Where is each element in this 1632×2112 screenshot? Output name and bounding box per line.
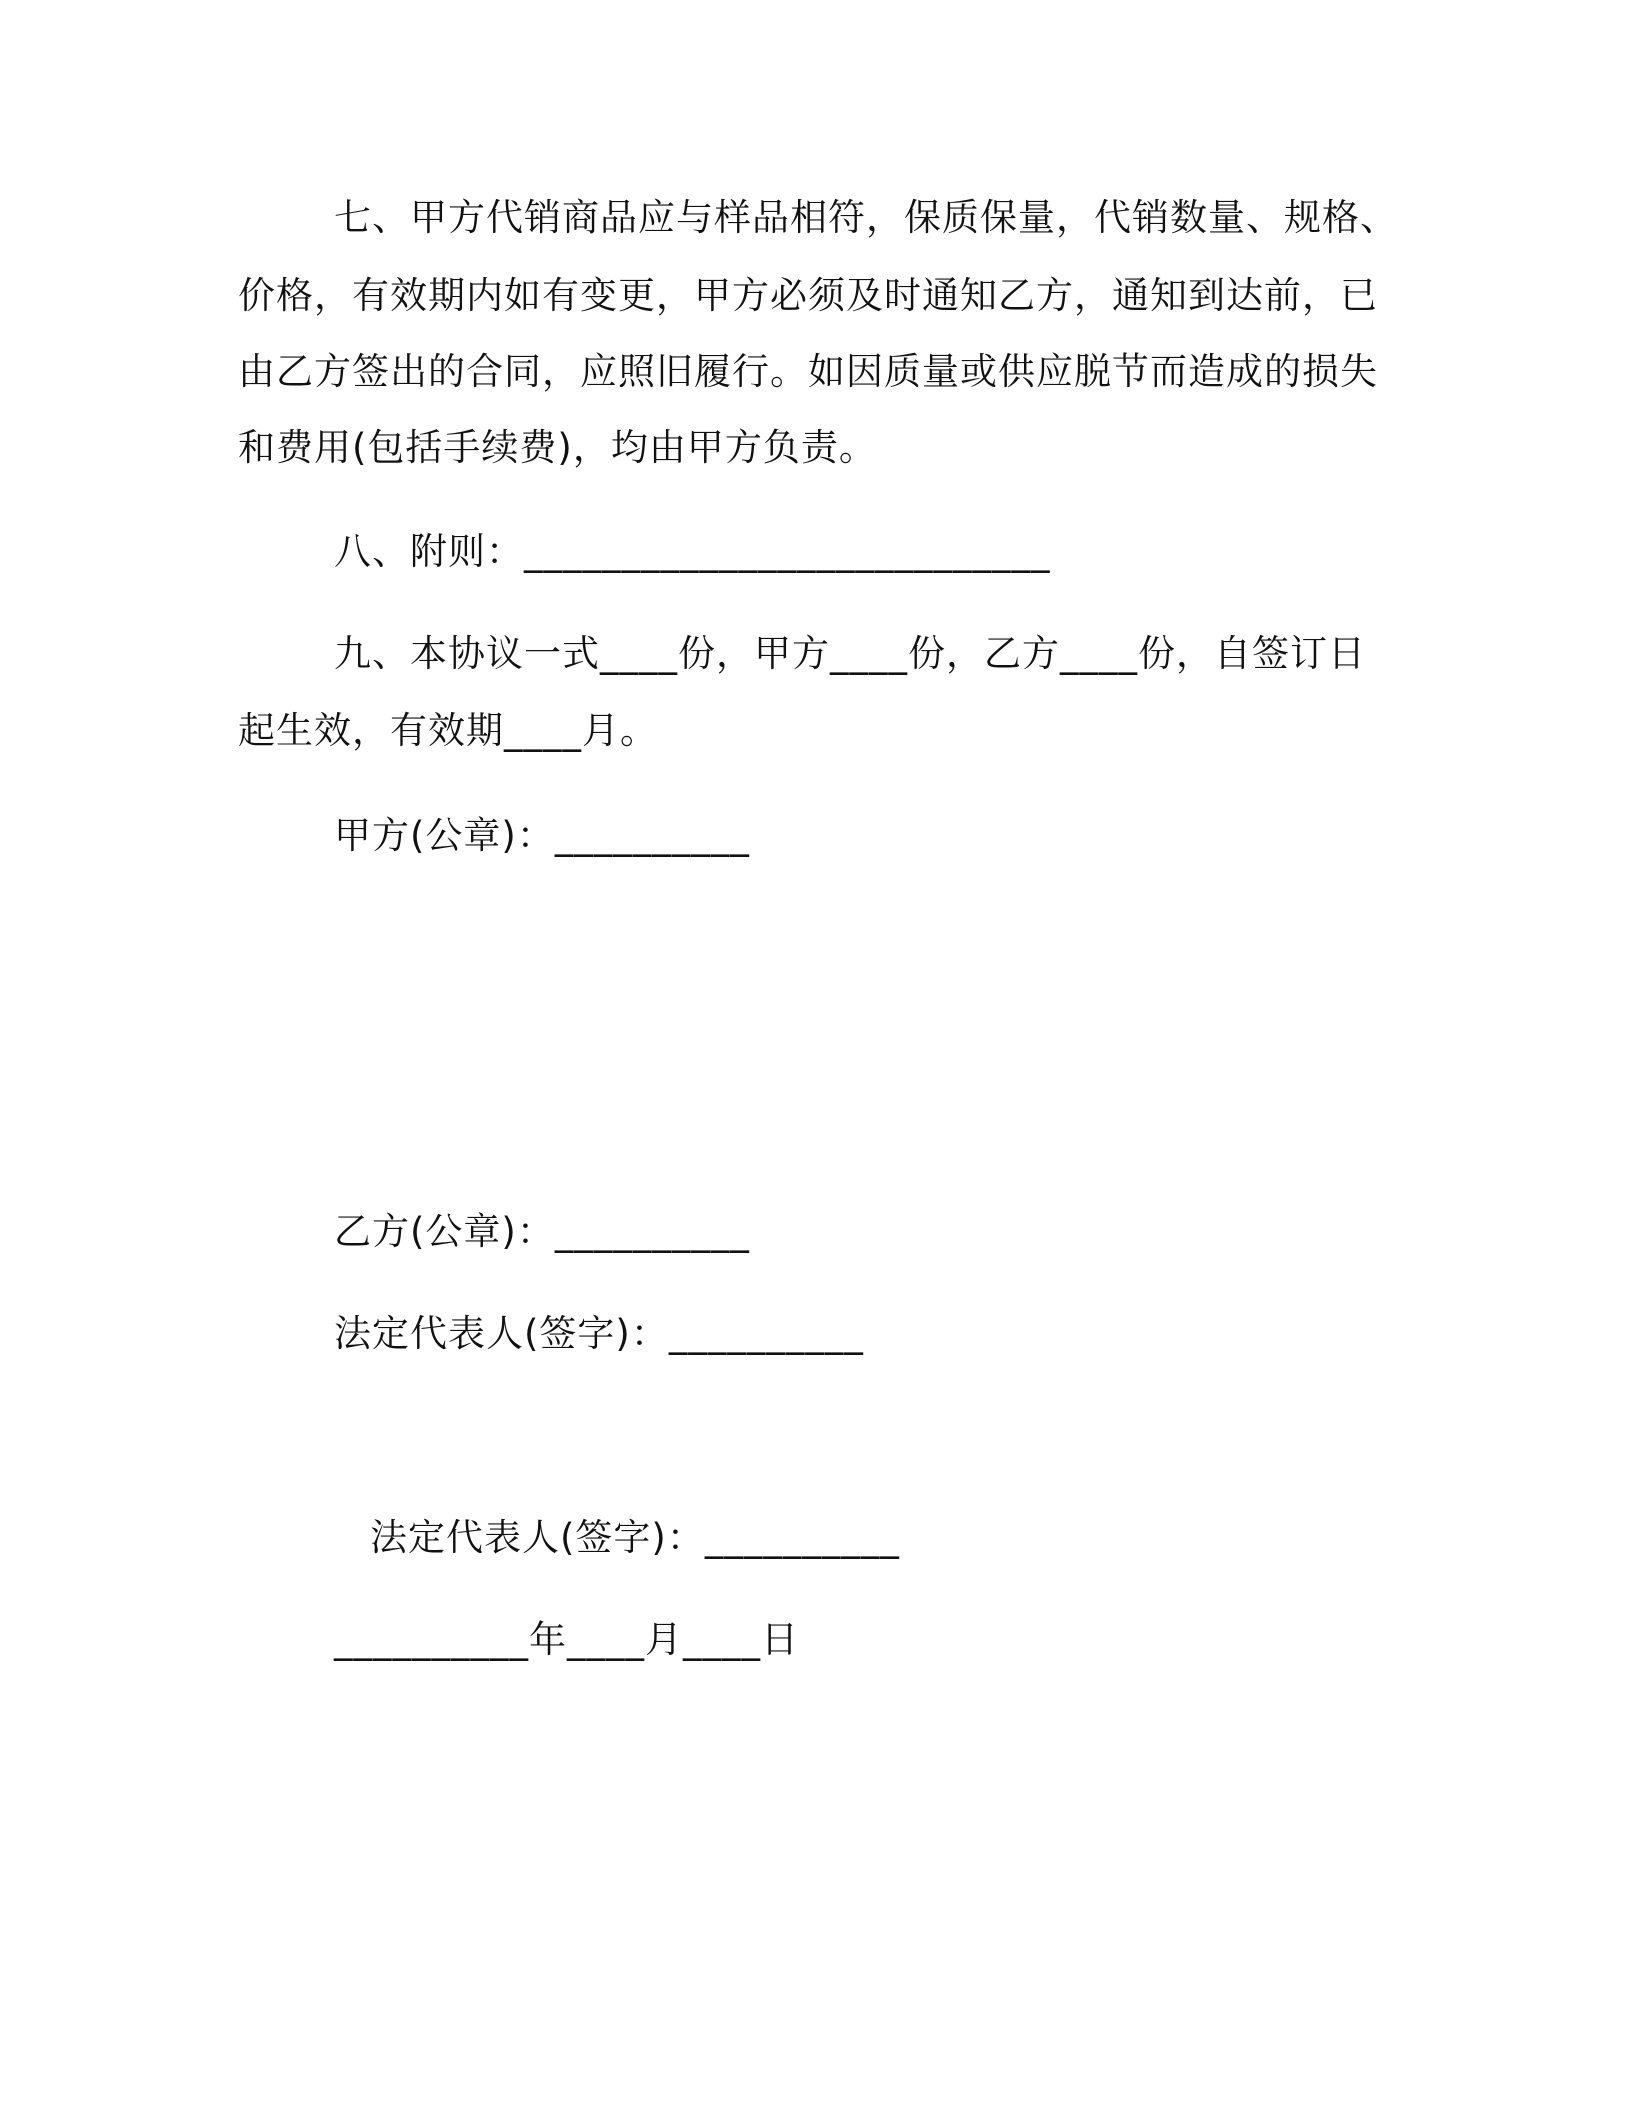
signing-date-line: __________年____月____日 (334, 1618, 799, 1661)
clause-9-line-2: 起生效，有效期____月。 (238, 709, 658, 752)
legal-representative-signature-line: 法定代表人(签字)：__________ (334, 1312, 864, 1355)
clause-7-line-4: 和费用(包括手续费)，均由甲方负责。 (238, 426, 877, 469)
clause-7-line-2: 价格，有效期内如有变更，甲方必须及时通知乙方，通知到达前，已 (238, 274, 1378, 317)
legal-representative-signature-line-2: 法定代表人(签字)：__________ (370, 1516, 900, 1559)
clause-8: 八、附则：___________________________ (334, 530, 1051, 573)
clause-7-line-1: 七、甲方代销商品应与样品相符，保质保量，代销数量、规格、 (334, 196, 1398, 239)
party-b-seal-line: 乙方(公章)：__________ (334, 1210, 750, 1253)
clause-9-line-1: 九、本协议一式____份，甲方____份，乙方____份，自签订日 (334, 632, 1366, 675)
party-a-seal-line: 甲方(公章)：__________ (334, 814, 750, 857)
clause-7-line-3: 由乙方签出的合同，应照旧履行。如因质量或供应脱节而造成的损失 (238, 350, 1378, 393)
